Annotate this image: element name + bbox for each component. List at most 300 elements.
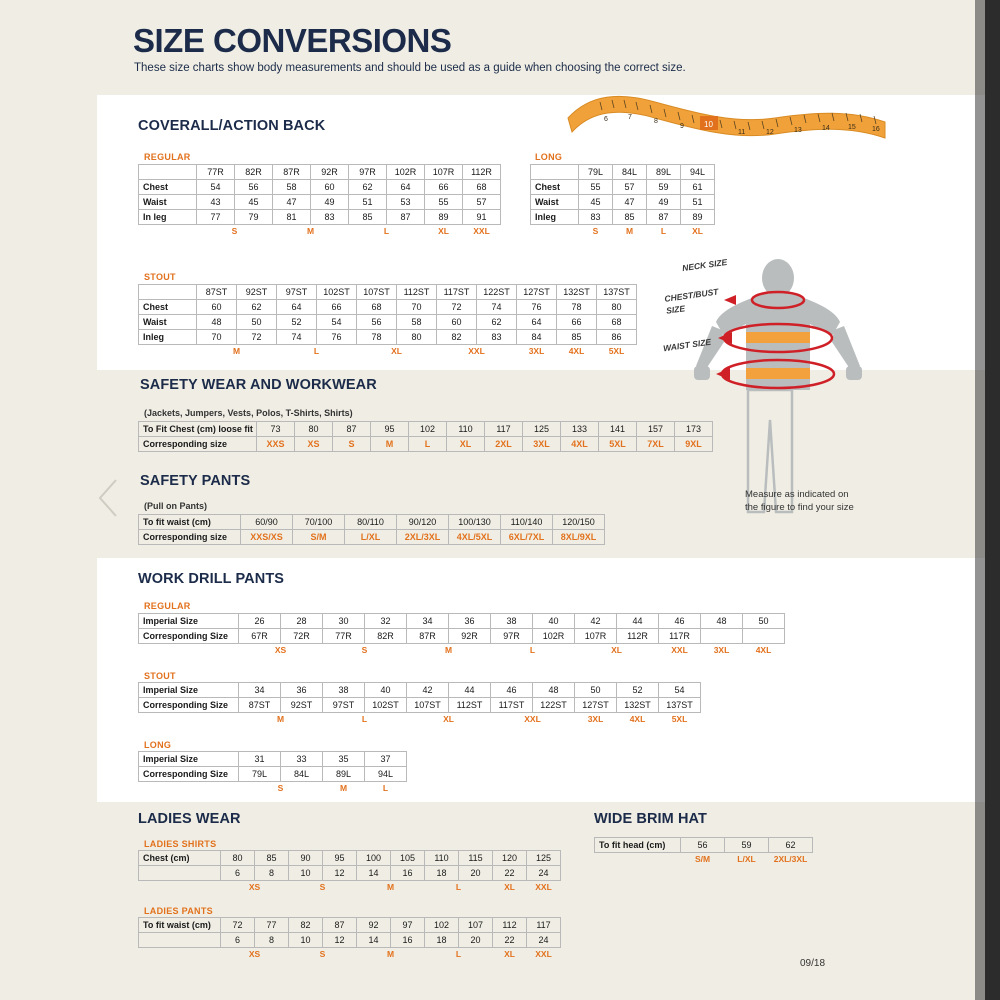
table-cell: 18 — [425, 933, 459, 948]
row-label: To fit waist (cm) — [139, 918, 221, 933]
table-cell: 50 — [743, 614, 785, 629]
table-cell — [139, 881, 221, 894]
table-cell: 61 — [681, 180, 715, 195]
table-cell: 92R — [449, 629, 491, 644]
table-cell: 91 — [463, 210, 501, 225]
table-cell: 34 — [239, 683, 281, 698]
table-cell — [139, 713, 239, 726]
row-label: Imperial Size — [139, 752, 239, 767]
svg-text:14: 14 — [822, 125, 830, 132]
note-safety-pants: (Pull on Pants) — [144, 501, 207, 511]
table-cell: 8XL/9XL — [553, 530, 605, 545]
table-cell: 34 — [407, 614, 449, 629]
table-cell: 50 — [237, 315, 277, 330]
table-cell: 102ST — [317, 285, 357, 300]
table-cell: 86 — [597, 330, 637, 345]
table-cell: 157 — [637, 422, 675, 437]
table-cell: 84 — [517, 330, 557, 345]
table-cell: S — [319, 882, 326, 893]
table-cell: L — [382, 783, 389, 794]
svg-text:9: 9 — [680, 123, 684, 130]
table-cell: 3XL — [528, 346, 545, 357]
table-cell: 87ST — [239, 698, 281, 713]
table-cell: 68 — [463, 180, 501, 195]
table-row — [139, 851, 561, 866]
table-cell: XXL — [671, 645, 688, 656]
table-row — [531, 195, 715, 210]
table-cell: 87 — [647, 210, 681, 225]
table-cell: 80 — [295, 422, 333, 437]
table-row — [139, 782, 407, 795]
table-cell: 52 — [617, 683, 659, 698]
table-cell: 70/100 — [293, 515, 345, 530]
table-cell: 137ST — [659, 698, 701, 713]
row-label: Inleg — [531, 210, 579, 225]
table-cell: 92ST — [281, 698, 323, 713]
table-safety-pants — [138, 514, 605, 545]
table-row — [139, 225, 501, 238]
table-cell: 120 — [493, 851, 527, 866]
table-cell: 66 — [557, 315, 597, 330]
row-label — [139, 165, 197, 180]
table-cell: 87R — [407, 629, 449, 644]
table-cell: 4XL — [568, 346, 585, 357]
svg-text:12: 12 — [766, 129, 774, 136]
table-cell: 37 — [365, 752, 407, 767]
table-cell: 102 — [425, 918, 459, 933]
row-label: Chest — [531, 180, 579, 195]
table-cell: 173 — [675, 422, 713, 437]
table-cell: 79L — [239, 767, 281, 782]
table-cell — [139, 948, 221, 961]
table-cell: 56 — [357, 315, 397, 330]
table-row — [139, 515, 605, 530]
table-cell: 5XL — [599, 437, 637, 452]
table-row — [139, 933, 561, 948]
table-cell: S/M — [293, 530, 345, 545]
table-cell: L — [409, 437, 447, 452]
table-cell — [139, 782, 239, 795]
svg-text:10: 10 — [704, 120, 713, 129]
table-cell: XXL — [535, 882, 552, 893]
svg-text:16: 16 — [872, 126, 880, 133]
table-cell: 85 — [613, 210, 647, 225]
table-row — [139, 629, 785, 644]
table-cell: 16 — [391, 866, 425, 881]
table-cell: 87 — [387, 210, 425, 225]
table-row — [139, 698, 701, 713]
table-work-drill-stout — [138, 682, 701, 726]
table-cell: 57 — [613, 180, 647, 195]
table-cell: 62 — [769, 838, 813, 853]
table-cell: M — [306, 226, 315, 237]
label-coverall-stout: STOUT — [144, 272, 176, 282]
table-row — [139, 345, 637, 358]
table-cell: 97ST — [323, 698, 365, 713]
table-cell: 26 — [239, 614, 281, 629]
page-turn-arrow-icon — [96, 478, 120, 518]
table-row — [595, 838, 813, 853]
svg-text:13: 13 — [794, 127, 802, 134]
table-cell: L — [383, 226, 390, 237]
table-cell: 102R — [533, 629, 575, 644]
table-cell: 95 — [371, 422, 409, 437]
table-cell: 38 — [323, 683, 365, 698]
table-cell: 82R — [365, 629, 407, 644]
table-cell: 87 — [323, 918, 357, 933]
table-cell: 10 — [289, 933, 323, 948]
row-label — [531, 165, 579, 180]
table-cell: 66 — [317, 300, 357, 315]
table-cell: 117 — [527, 918, 561, 933]
figure-label-chest: CHEST/BUST SIZE — [663, 286, 719, 316]
table-cell: XXS/XS — [241, 530, 293, 545]
table-cell: 3XL — [587, 714, 604, 725]
table-cell: 24 — [527, 866, 561, 881]
table-cell: S — [361, 645, 368, 656]
table-cell: 77R — [323, 629, 365, 644]
table-row — [531, 180, 715, 195]
table-cell: XL — [692, 226, 703, 237]
table-cell: 107R — [425, 165, 463, 180]
table-cell: 82 — [289, 918, 323, 933]
table-cell: M — [444, 645, 453, 656]
table-row — [139, 210, 501, 225]
table-cell: 49 — [647, 195, 681, 210]
table-cell: M — [386, 882, 395, 893]
table-cell: 14 — [357, 866, 391, 881]
table-cell: 141 — [599, 422, 637, 437]
table-cell: 72 — [437, 300, 477, 315]
table-cell: 87 — [333, 422, 371, 437]
table-cell: 95 — [323, 851, 357, 866]
table-cell: S — [231, 226, 238, 237]
table-cell: 47 — [613, 195, 647, 210]
table-cell: 4XL — [755, 645, 772, 656]
table-cell: 6 — [221, 866, 255, 881]
figure-label-waist: WAIST SIZE — [662, 336, 712, 354]
table-cell: 44 — [449, 683, 491, 698]
table-cell: 16 — [391, 933, 425, 948]
table-cell: 5XL — [608, 346, 625, 357]
table-ladies-pants — [138, 917, 561, 961]
row-label: Inleg — [139, 330, 197, 345]
table-wide-brim-hat — [594, 837, 813, 866]
table-cell: 20 — [459, 933, 493, 948]
table-cell: 72R — [281, 629, 323, 644]
table-cell: XXL — [468, 346, 485, 357]
table-cell: 107R — [575, 629, 617, 644]
table-cell: 60 — [197, 300, 237, 315]
table-cell: XL — [443, 714, 454, 725]
table-cell: 53 — [387, 195, 425, 210]
table-row — [139, 330, 637, 345]
table-row — [139, 422, 713, 437]
table-cell: 80 — [397, 330, 437, 345]
row-label: Corresponding size — [139, 437, 257, 452]
table-cell: 2XL — [485, 437, 523, 452]
table-cell — [701, 629, 743, 644]
table-cell: 122ST — [477, 285, 517, 300]
table-cell: 64 — [277, 300, 317, 315]
table-cell: 36 — [449, 614, 491, 629]
table-row — [139, 530, 605, 545]
table-cell: 47 — [273, 195, 311, 210]
table-cell: XL — [504, 949, 515, 960]
table-cell: 97R — [349, 165, 387, 180]
table-cell: 54 — [197, 180, 235, 195]
table-cell: 59 — [647, 180, 681, 195]
table-cell: 68 — [597, 315, 637, 330]
table-cell: 56 — [681, 838, 725, 853]
table-row — [595, 853, 813, 866]
table-cell: S — [592, 226, 599, 237]
table-cell: 89 — [425, 210, 463, 225]
table-cell: 125 — [527, 851, 561, 866]
table-cell: 67R — [239, 629, 281, 644]
row-label — [139, 933, 221, 948]
table-cell: 31 — [239, 752, 281, 767]
table-row — [139, 881, 561, 894]
table-cell: 60/90 — [241, 515, 293, 530]
label-ladies-pants: LADIES PANTS — [144, 906, 213, 916]
table-cell: 58 — [273, 180, 311, 195]
table-cell: XXS — [257, 437, 295, 452]
table-cell: 92R — [311, 165, 349, 180]
table-row — [139, 315, 637, 330]
table-cell: 6 — [221, 933, 255, 948]
table-cell: 42 — [575, 614, 617, 629]
table-cell: 74 — [277, 330, 317, 345]
table-cell: 18 — [425, 866, 459, 881]
table-cell: M — [232, 346, 241, 357]
table-cell: 83 — [579, 210, 613, 225]
table-cell: L/XL — [345, 530, 397, 545]
table-row — [531, 165, 715, 180]
table-cell: 55 — [425, 195, 463, 210]
table-cell: 43 — [197, 195, 235, 210]
table-cell: 33 — [281, 752, 323, 767]
table-cell: 120/150 — [553, 515, 605, 530]
section-heading-ladies: LADIES WEAR — [138, 811, 241, 827]
table-cell: 58 — [397, 315, 437, 330]
table-row — [139, 644, 785, 657]
table-row — [139, 165, 501, 180]
table-cell: L — [313, 346, 320, 357]
table-cell — [531, 225, 579, 238]
row-label: Waist — [139, 315, 197, 330]
svg-text:7: 7 — [628, 114, 632, 121]
table-work-drill-long — [138, 751, 407, 795]
table-cell: 78 — [557, 300, 597, 315]
table-cell: XXL — [535, 949, 552, 960]
table-cell: 87ST — [197, 285, 237, 300]
table-cell: 132ST — [557, 285, 597, 300]
table-cell: 122ST — [533, 698, 575, 713]
section-heading-safety-wear: SAFETY WEAR AND WORKWEAR — [140, 377, 377, 393]
table-cell: 54 — [659, 683, 701, 698]
table-cell: 89 — [681, 210, 715, 225]
page-title: SIZE CONVERSIONS — [133, 22, 452, 59]
table-coverall-regular — [138, 164, 501, 238]
table-cell: L — [455, 949, 462, 960]
table-cell: 42 — [407, 683, 449, 698]
svg-text:15: 15 — [848, 124, 856, 131]
label-drill-regular: REGULAR — [144, 601, 191, 611]
table-cell: 77 — [255, 918, 289, 933]
row-label: Chest (cm) — [139, 851, 221, 866]
label-ladies-shirts: LADIES SHIRTS — [144, 839, 217, 849]
table-cell: 90 — [289, 851, 323, 866]
table-cell: XS — [248, 882, 261, 893]
table-cell: S — [319, 949, 326, 960]
table-row — [139, 866, 561, 881]
table-cell: 110 — [425, 851, 459, 866]
table-cell: 80/110 — [345, 515, 397, 530]
table-row — [139, 767, 407, 782]
table-cell: 85 — [557, 330, 597, 345]
table-cell: 133 — [561, 422, 599, 437]
table-row — [139, 437, 713, 452]
section-heading-coverall: COVERALL/ACTION BACK — [138, 118, 326, 134]
page-edge — [985, 0, 1000, 1000]
table-cell: 92 — [357, 918, 391, 933]
section-heading-hat: WIDE BRIM HAT — [594, 811, 707, 827]
table-cell: 97ST — [277, 285, 317, 300]
table-cell: 105 — [391, 851, 425, 866]
table-cell: 49 — [311, 195, 349, 210]
table-row — [139, 195, 501, 210]
table-cell: 51 — [349, 195, 387, 210]
table-cell: 48 — [197, 315, 237, 330]
table-cell: 102R — [387, 165, 425, 180]
label-coverall-long: LONG — [535, 152, 563, 162]
table-cell: 90/120 — [397, 515, 449, 530]
table-cell: XS — [295, 437, 333, 452]
table-cell: 48 — [701, 614, 743, 629]
row-label: Corresponding size — [139, 530, 241, 545]
figure-measure-note: Measure as indicated on the figure to find your size — [745, 489, 854, 513]
table-coverall-stout — [138, 284, 637, 358]
table-row — [139, 614, 785, 629]
table-cell: 100/130 — [449, 515, 501, 530]
row-label: Imperial Size — [139, 683, 239, 698]
table-cell: 89L — [323, 767, 365, 782]
table-cell: S — [333, 437, 371, 452]
table-cell: 112 — [493, 918, 527, 933]
table-cell: 97R — [491, 629, 533, 644]
table-cell: 85 — [349, 210, 387, 225]
table-cell: 59 — [725, 838, 769, 853]
table-cell: 132ST — [617, 698, 659, 713]
table-cell: L — [455, 882, 462, 893]
table-cell: 137ST — [597, 285, 637, 300]
table-cell: 48 — [533, 683, 575, 698]
table-cell: 70 — [197, 330, 237, 345]
table-cell: 10 — [289, 866, 323, 881]
table-cell: 38 — [491, 614, 533, 629]
table-cell: 82R — [235, 165, 273, 180]
table-cell — [139, 644, 239, 657]
table-cell: XXL — [524, 714, 541, 725]
table-cell: 36 — [281, 683, 323, 698]
table-cell: 3XL — [523, 437, 561, 452]
row-label: Imperial Size — [139, 614, 239, 629]
table-cell: XS — [274, 645, 287, 656]
table-cell: 46 — [491, 683, 533, 698]
table-cell — [743, 629, 785, 644]
table-cell: XS — [248, 949, 261, 960]
table-cell: 62 — [349, 180, 387, 195]
table-cell: 125 — [523, 422, 561, 437]
row-label: Chest — [139, 180, 197, 195]
table-cell: XL — [447, 437, 485, 452]
table-cell: L — [361, 714, 368, 725]
row-label: In leg — [139, 210, 197, 225]
table-cell: S — [277, 783, 284, 794]
table-cell: M — [339, 783, 348, 794]
row-label: To Fit Chest (cm) loose fit — [139, 422, 257, 437]
table-cell: L — [529, 645, 536, 656]
table-cell: 117ST — [437, 285, 477, 300]
table-cell: 112R — [617, 629, 659, 644]
table-cell: L/XL — [737, 854, 756, 865]
table-cell: 9XL — [675, 437, 713, 452]
table-cell: 5XL — [671, 714, 688, 725]
table-cell: XL — [438, 226, 449, 237]
table-cell: 84L — [281, 767, 323, 782]
section-heading-safety-pants: SAFETY PANTS — [140, 473, 251, 489]
table-cell: 52 — [277, 315, 317, 330]
table-cell: 7XL — [637, 437, 675, 452]
table-row — [139, 683, 701, 698]
table-cell: L — [660, 226, 667, 237]
label-drill-long: LONG — [144, 740, 172, 750]
table-cell: 57 — [463, 195, 501, 210]
table-row — [139, 180, 501, 195]
table-cell: 54 — [317, 315, 357, 330]
table-cell: 66 — [425, 180, 463, 195]
table-cell: 110 — [447, 422, 485, 437]
table-cell: M — [386, 949, 395, 960]
table-cell: 72 — [237, 330, 277, 345]
table-cell: 82 — [437, 330, 477, 345]
table-cell: 83 — [477, 330, 517, 345]
table-cell: 102 — [409, 422, 447, 437]
table-cell: 12 — [323, 866, 357, 881]
table-cell: 30 — [323, 614, 365, 629]
table-ladies-shirts — [138, 850, 561, 894]
table-cell: 107ST — [357, 285, 397, 300]
table-cell: 79 — [235, 210, 273, 225]
table-cell: 107 — [459, 918, 493, 933]
table-cell: 60 — [311, 180, 349, 195]
table-cell: XXL — [473, 226, 490, 237]
table-cell: 14 — [357, 933, 391, 948]
table-cell: 45 — [579, 195, 613, 210]
measuring-tape-icon — [560, 88, 890, 143]
table-row — [531, 210, 715, 225]
figure-label-neck: NECK SIZE — [681, 256, 728, 274]
table-cell: 62 — [477, 315, 517, 330]
table-cell: 127ST — [517, 285, 557, 300]
table-cell: 8 — [255, 933, 289, 948]
table-cell: 73 — [257, 422, 295, 437]
table-cell: 51 — [681, 195, 715, 210]
row-label — [139, 866, 221, 881]
table-cell: 112R — [463, 165, 501, 180]
table-cell: 44 — [617, 614, 659, 629]
